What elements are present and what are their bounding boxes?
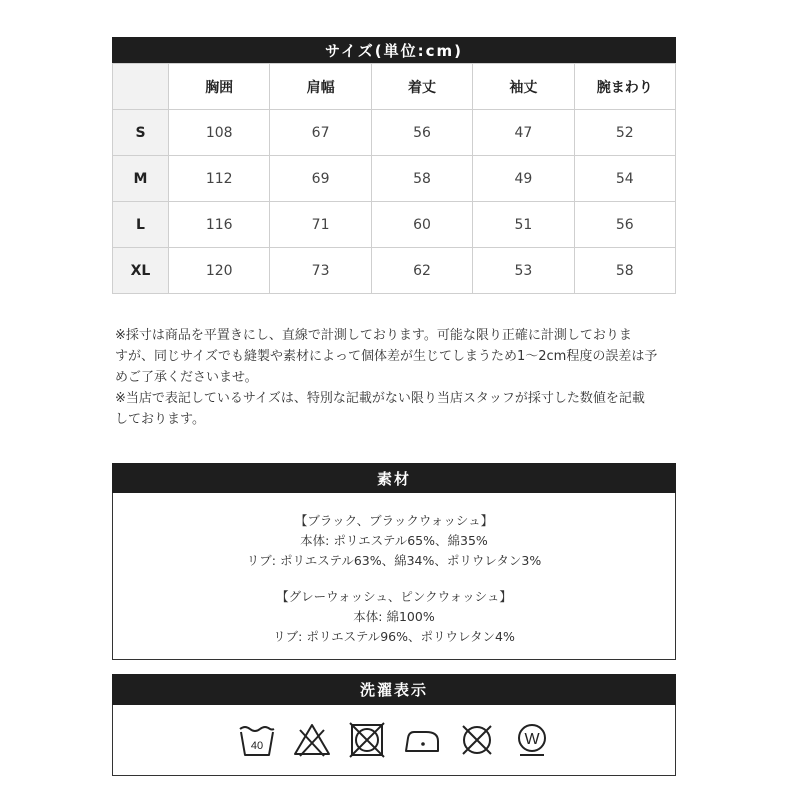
note-line: めご了承くださいませ。 [115,370,258,385]
size-notes [115,325,680,430]
material-group [113,511,675,571]
care-symbols [112,705,676,776]
column-header-shoulder: 肩幅 [270,64,371,110]
table-row [113,156,676,202]
wet-clean-letter: W [523,731,540,748]
table-cell: 49 [473,156,574,202]
note-line: ※採寸は商品を平置きにし、直線で計測しております。可能な限り正確に計測しておりま [115,328,632,343]
size-table [112,63,676,294]
table-cell: 56 [371,110,472,156]
table-cell: 47 [473,110,574,156]
table-cell: 53 [473,248,574,294]
table-cell: 58 [574,248,675,294]
size-section-title: サイズ(単位:cm) [112,37,676,63]
table-cell: 62 [371,248,472,294]
material-body: 本体: 綿100% [353,609,435,624]
table-row [113,202,676,248]
table-cell: 58 [371,156,472,202]
column-header-chest: 胸囲 [169,64,270,110]
size-table-header-row [113,64,676,110]
table-cell: 60 [371,202,472,248]
no-dry-clean-icon [457,720,497,760]
no-bleach-icon [292,720,332,760]
table-cell: 116 [169,202,270,248]
table-row [113,110,676,156]
table-row [113,248,676,294]
table-cell: 51 [473,202,574,248]
wash-40-icon [237,720,277,760]
column-header-arm: 腕まわり [574,64,675,110]
material-body: 本体: ポリエステル65%、綿35% [300,533,488,548]
material-group-heading: 【ブラック、ブラックウォッシュ】 [294,513,494,528]
note-line: しております。 [115,412,205,427]
table-cell: 112 [169,156,270,202]
table-cell: 67 [270,110,371,156]
table-cell: 56 [574,202,675,248]
size-label: S [113,110,169,156]
table-corner-cell [113,64,169,110]
column-header-length: 着丈 [371,64,472,110]
wash-temp-label: 40 [250,740,263,752]
wet-clean-icon [512,720,552,760]
table-cell: 120 [169,248,270,294]
note-line: すが、同じサイズでも縫製や素材によって個体差が生じてしまうため1〜2cm程度の誤差は予 [115,349,658,364]
size-label: XL [113,248,169,294]
table-cell: 69 [270,156,371,202]
low-iron-icon [402,720,442,760]
material-section-title: 素材 [112,463,676,493]
no-tumble-dry-icon [347,720,387,760]
material-box [112,493,676,660]
material-group-heading: 【グレーウォッシュ、ピンクウォッシュ】 [276,589,512,604]
note-line: ※当店で表記しているサイズは、特別な記載がない限り当店スタッフが採寸した数値を記載 [115,391,645,406]
table-cell: 54 [574,156,675,202]
material-rib: リブ: ポリエステル63%、綿34%、ポリウレタン3% [246,553,542,568]
material-rib: リブ: ポリエステル96%、ポリウレタン4% [273,629,515,644]
table-cell: 73 [270,248,371,294]
column-header-sleeve: 袖丈 [473,64,574,110]
table-cell: 71 [270,202,371,248]
care-section-title: 洗濯表示 [112,674,676,705]
material-group [113,587,675,647]
table-cell: 108 [169,110,270,156]
size-label: M [113,156,169,202]
size-label: L [113,202,169,248]
table-cell: 52 [574,110,675,156]
